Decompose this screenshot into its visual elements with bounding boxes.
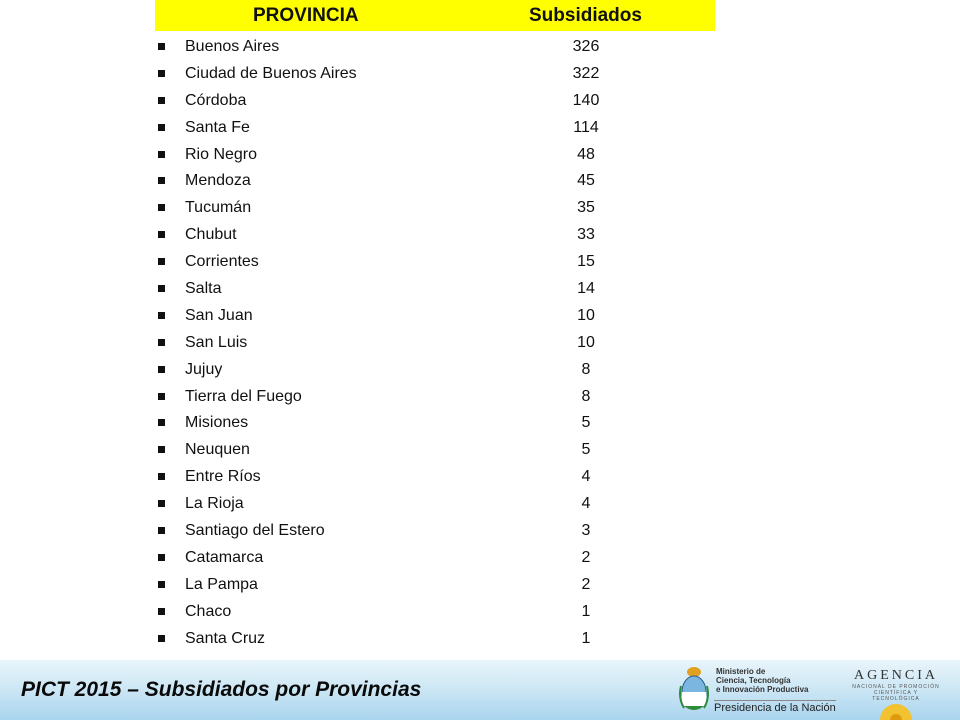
province-name: Chaco xyxy=(185,602,232,620)
province-name: Chubut xyxy=(185,226,237,244)
table-row xyxy=(155,302,715,329)
subsidy-count: 1 xyxy=(581,602,591,620)
square-bullet-icon xyxy=(158,608,165,615)
province-name: Tucumán xyxy=(185,199,252,217)
province-name: Mendoza xyxy=(185,172,251,190)
square-bullet-icon xyxy=(158,581,165,588)
subsidy-count: 8 xyxy=(581,387,591,405)
subsidy-count: 8 xyxy=(581,360,591,378)
province-name: La Pampa xyxy=(185,575,258,593)
header-subsidies: Subsidiados xyxy=(529,5,642,26)
subsidy-count: 2 xyxy=(581,575,591,593)
square-bullet-icon xyxy=(158,366,165,373)
square-bullet-icon xyxy=(158,473,165,480)
coat-of-arms-icon xyxy=(678,666,710,714)
subsidy-count: 35 xyxy=(577,199,595,217)
square-bullet-icon xyxy=(158,177,165,184)
subsidy-count: 48 xyxy=(577,145,595,163)
agency-name: AGENCIA xyxy=(854,668,938,683)
subsidy-count: 140 xyxy=(572,91,600,109)
ministry-name xyxy=(716,667,808,694)
table-row xyxy=(155,544,715,571)
ministry-line-2: Ciencia, Tecnología xyxy=(716,676,791,685)
ministry-line-3: e Innovación Productiva xyxy=(716,685,809,694)
subsidy-count: 4 xyxy=(581,495,591,513)
table-row xyxy=(155,60,715,87)
province-name: San Juan xyxy=(185,306,253,324)
province-name: Córdoba xyxy=(185,91,247,109)
square-bullet-icon xyxy=(158,43,165,50)
table-row xyxy=(155,436,715,463)
province-name: San Luis xyxy=(185,333,248,351)
provinces-table xyxy=(155,0,715,651)
table-row xyxy=(155,571,715,598)
province-name: Corrientes xyxy=(185,253,259,271)
table-row xyxy=(155,463,715,490)
subsidy-count: 10 xyxy=(577,306,595,324)
province-name: Neuquen xyxy=(185,441,250,459)
province-name: Santiago del Estero xyxy=(185,522,325,540)
square-bullet-icon xyxy=(158,151,165,158)
square-bullet-icon xyxy=(158,635,165,642)
subsidy-count: 10 xyxy=(577,333,595,351)
province-name: Salta xyxy=(185,280,222,298)
subsidy-count: 5 xyxy=(581,414,591,432)
table-row xyxy=(155,221,715,248)
subsidy-count: 14 xyxy=(577,280,595,298)
table-row xyxy=(155,490,715,517)
table-row xyxy=(155,141,715,168)
ministry-logo xyxy=(678,664,836,716)
subsidy-count: 33 xyxy=(577,226,595,244)
square-bullet-icon xyxy=(158,339,165,346)
subsidy-count: 2 xyxy=(581,548,591,566)
subsidy-count: 322 xyxy=(572,64,600,82)
table-header xyxy=(155,0,715,31)
table-row xyxy=(155,87,715,114)
square-bullet-icon xyxy=(158,393,165,400)
province-name: Tierra del Fuego xyxy=(185,387,302,405)
province-name: Rio Negro xyxy=(185,145,258,163)
subsidy-count: 326 xyxy=(572,38,600,55)
province-name: La Rioja xyxy=(185,495,244,513)
square-bullet-icon xyxy=(158,204,165,211)
province-name: Entre Ríos xyxy=(185,468,261,486)
square-bullet-icon xyxy=(158,554,165,561)
agency-subtitle-2: CIENTÍFICA Y TECNOLÓGICA xyxy=(872,690,920,702)
footer-bar xyxy=(0,660,960,720)
table-row xyxy=(155,33,715,60)
header-province: PROVINCIA xyxy=(253,5,359,26)
square-bullet-icon xyxy=(158,124,165,131)
table-row xyxy=(155,329,715,356)
ministry-line-1: Ministerio de xyxy=(716,667,766,676)
agency-subtitle-1: NACIONAL DE PROMOCIÓN xyxy=(852,684,940,690)
province-name: Buenos Aires xyxy=(185,38,280,55)
subsidy-count: 15 xyxy=(577,253,595,271)
square-bullet-icon xyxy=(158,419,165,426)
square-bullet-icon xyxy=(158,258,165,265)
table-row xyxy=(155,114,715,141)
table-body xyxy=(155,33,715,651)
table-row xyxy=(155,598,715,625)
square-bullet-icon xyxy=(158,70,165,77)
table-row xyxy=(155,248,715,275)
square-bullet-icon xyxy=(158,500,165,507)
province-name: Santa Fe xyxy=(185,118,250,136)
agency-logo xyxy=(850,668,942,716)
table-row xyxy=(155,275,715,302)
province-name: Catamarca xyxy=(185,548,264,566)
slide-title: PICT 2015 – Subsidiados por Provincias xyxy=(21,678,422,701)
subsidy-count: 3 xyxy=(581,522,591,540)
subsidy-count: 114 xyxy=(573,118,599,136)
table-row xyxy=(155,383,715,410)
subsidy-count: 4 xyxy=(581,468,591,486)
subsidy-count: 5 xyxy=(581,441,591,459)
table-row xyxy=(155,409,715,436)
square-bullet-icon xyxy=(158,527,165,534)
square-bullet-icon xyxy=(158,312,165,319)
table-row xyxy=(155,167,715,194)
square-bullet-icon xyxy=(158,285,165,292)
square-bullet-icon xyxy=(158,97,165,104)
sun-icon xyxy=(876,704,916,720)
square-bullet-icon xyxy=(158,446,165,453)
province-name: Misiones xyxy=(185,414,249,432)
presidency-label: Presidencia de la Nación xyxy=(714,702,836,714)
table-row xyxy=(155,356,715,383)
table-row xyxy=(155,625,715,652)
subsidy-count: 1 xyxy=(581,629,591,647)
square-bullet-icon xyxy=(158,231,165,238)
table-row xyxy=(155,517,715,544)
table-row xyxy=(155,194,715,221)
province-name: Ciudad de Buenos Aires xyxy=(185,64,357,82)
subsidy-count: 45 xyxy=(577,172,595,190)
province-name: Santa Cruz xyxy=(185,629,266,647)
province-name: Jujuy xyxy=(185,360,223,378)
